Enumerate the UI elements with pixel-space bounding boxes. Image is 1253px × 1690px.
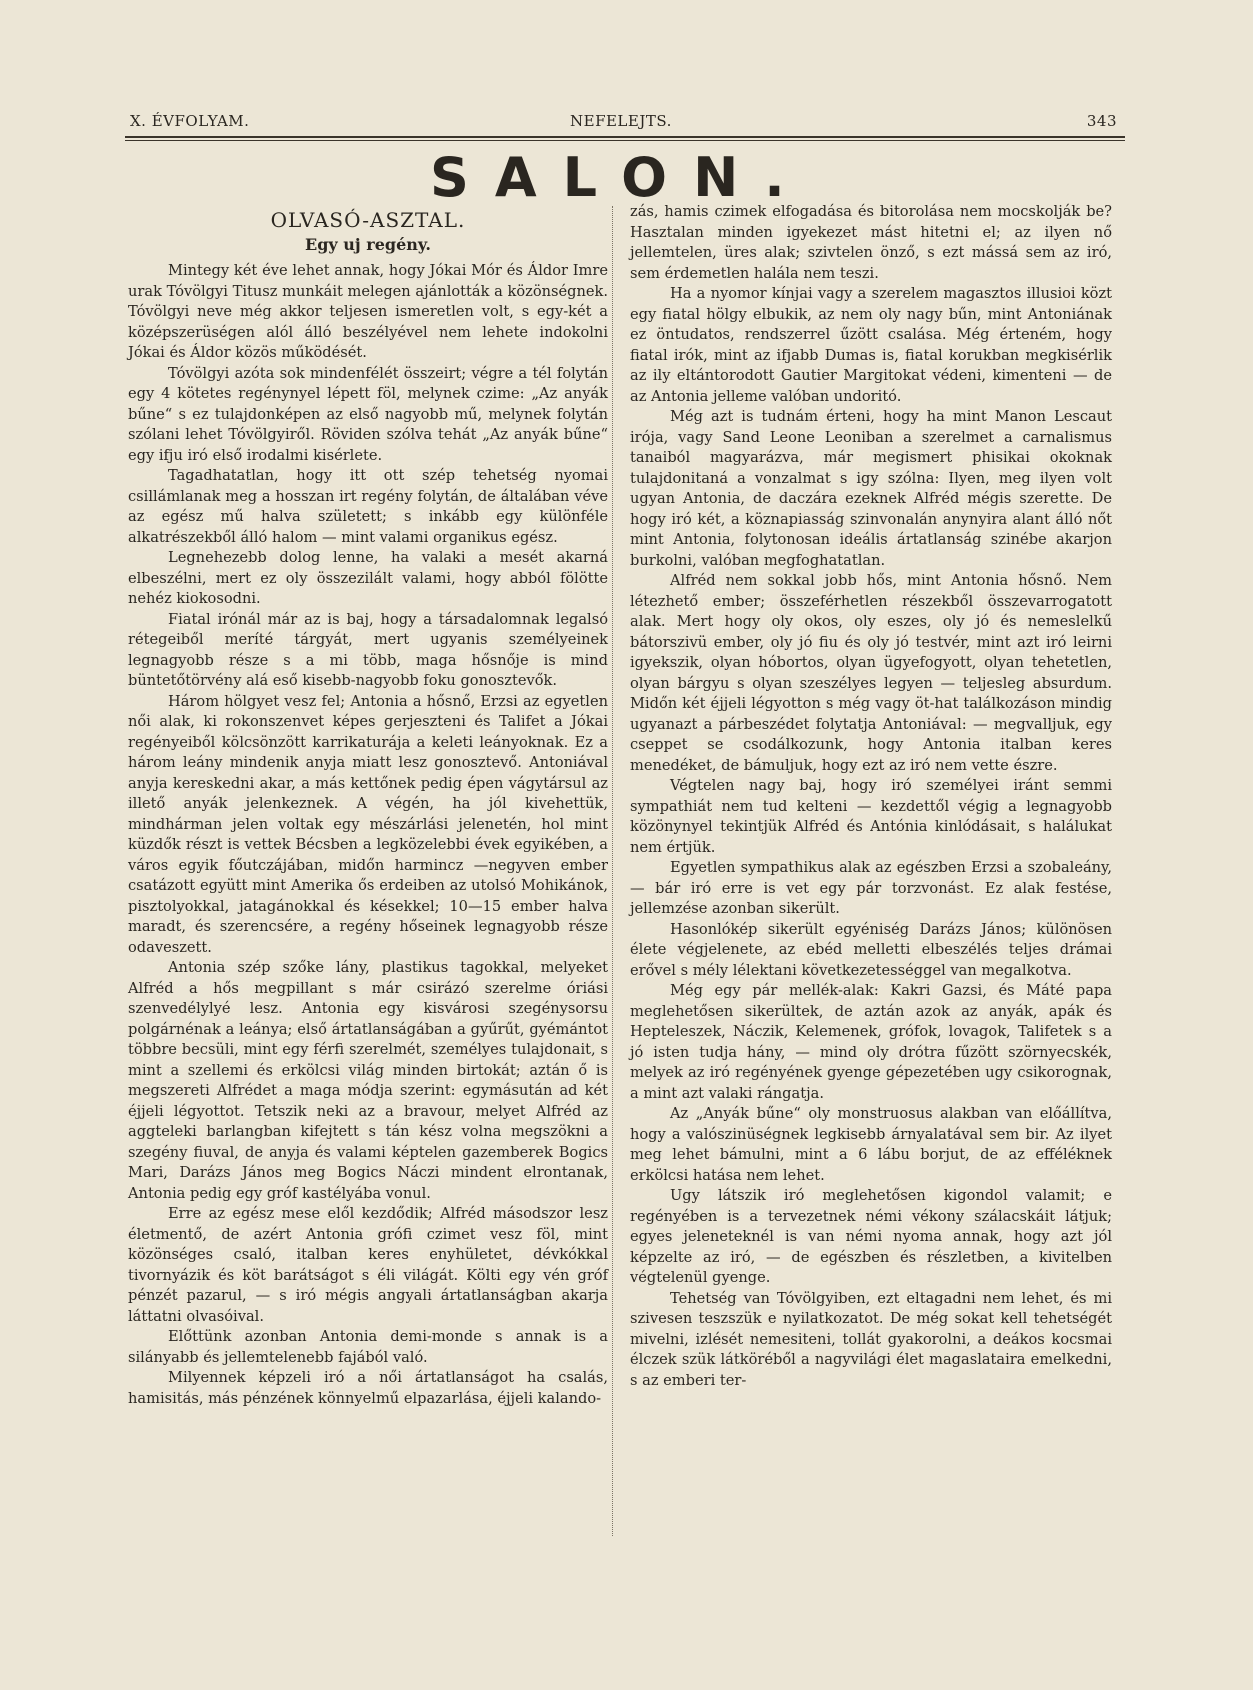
header-rule-thin	[125, 140, 1125, 141]
paragraph: Tehetség van Tóvölgyiben, ezt eltagadni nem lehet, és mi szivesen teszszük e nyilatkozatot. De még sokat kell tehetségét mivelni, izlését nemesiteni, tollát gyakorolni, a deákos kocsmai élczek szük látköréből a nagyvilági élet magaslataira emelkedni, s az emberi ter-	[630, 1289, 1112, 1389]
publication-name: NEFELEJTS.	[570, 112, 672, 130]
paragraph: Végtelen nagy baj, hogy iró személyei iránt semmi sympathiát nem tud kelteni — kezdettől végig a legnagyobb közönynyel tekintjük Alfréd és Antónia kinlódásait, s halálukat nem értjük.	[630, 777, 1112, 856]
paragraph: Milyennek képzeli iró a női ártatlanságot ha csalás, hamisitás, más pénzének könnyelmű elpazarlása, éjjeli kalando-	[128, 1369, 608, 1407]
header-rule-thick	[125, 136, 1125, 138]
running-head	[125, 112, 1125, 136]
right-column	[630, 202, 1112, 1391]
left-column	[128, 206, 608, 1409]
paragraph: Még azt is tudnám érteni, hogy ha mint Manon Lescaut irója, vagy Sand Leone Leoniban a szerelmet a carnalismus tanaiból magyarázva, már megismert phisikai okoknak tulajdonitaná a vonzalmat s igy szólna: Ilyen, meg ilyen volt ugyan Antonia, de daczára ezeknek Alfréd mégis szerette. De hogy iró két, a köznapiasság szinvonalán anynyira alant álló nőt mint Antonia, folytonosan ideális ártatlanság szinébe akarjon burkolni, valóban megfoghatatlan.	[630, 408, 1112, 569]
paragraph: Tóvölgyi azóta sok mindenfélét összeirt; végre a tél folytán egy 4 kötetes regénynyel lépett föl, melynek czime: „Az anyák bűne“ s ez tulajdonképen az első nagyobb mű, melynek folytán szólani lehet Tóvölgyiről. Röviden szólva tehát „Az anyák bűne“ egy ifju iró első irodalmi kisérlete.	[128, 364, 608, 464]
paragraph: Ugy látszik iró meglehetősen kigondol valamit; e regényében is a tervezetnek némi vékony szálacskáit látjuk; egyes jeleneteknél is van némi nyoma annak, hogy azt jól képzelte az iró, — de egészben és részletben, a kivitelben végtelenül gyenge.	[630, 1187, 1112, 1286]
section-title: SALON.	[430, 146, 811, 209]
paragraph: Alfréd nem sokkal jobb hős, mint Antonia hősnő. Nem létezhető ember; összeférhetlen részekből összevarrogatott alak. Mert hogy oly okos, oly eszes, oly jó és nemeslelkű bátorszivü ember, oly jó fiu és oly jó testvér, mint azt iró leirni igyekszik, olyan hóbortos, olyan ügyefogyott, olyan tehetetlen, olyan bárgyu s olyan szeszélyes legyen — teljesleg absurdum. Midőn két éjjeli légyotton s még vagy öt-hat találkozáson mindig ugyanazt a párbeszédet folytatja Antoniával: — megvalljuk, egy cseppet se csodálkozunk, hogy Antonia italban keres menedéket, de bámuljuk, hogy ezt az iró nem vette észre.	[630, 572, 1112, 774]
paragraph: Ha a nyomor kínjai vagy a szerelem magasztos illusioi közt egy fiatal hölgy elbukik, az nem oly nagy bűn, mint Antoniának ez öntudatos, rendszerrel űzött csalása. Még érteném, hogy fiatal irók, mint az ifjabb Dumas is, fiatal korukban megkisérlik az ily eltántorodott Gautier Margitokat védeni, kimenteni — de az Antonia jelleme valóban undoritó.	[630, 285, 1112, 405]
paragraph: Tagadhatatlan, hogy itt ott szép tehetség nyomai csillámlanak meg a hosszan irt regény folytán, de általában véve az egész mű halva született; s inkább egy különféle alkatrészekből álló halom — mint valami organikus egész.	[128, 467, 608, 546]
column-divider	[612, 206, 617, 1536]
volume-label: X. ÉVFOLYAM.	[130, 112, 250, 130]
article-subheading: Egy uj regény.	[305, 234, 431, 254]
paragraph: Előttünk azonban Antonia demi-monde s annak is a silányabb és jellemtelenebb fajából való.	[128, 1328, 608, 1366]
paragraph: Mintegy két éve lehet annak, hogy Jókai Mór és Áldor Imre urak Tóvölgyi Titusz munkáit melegen ajánlották a közönségnek. Tóvölgyi neve még akkor teljesen ismeretlen volt, s egy-két a középszerüségen alól álló beszélyével nem lehete indokolni Jókai és Áldor közös működését.	[128, 262, 608, 361]
page-number: 343	[1086, 112, 1117, 130]
paragraph: zás, hamis czimek elfogadása és bitorolása nem mocskolják be? Hasztalan minden igyekezet mást hitetni el; az ilyen nő jellemtelen, üres alak; szivtelen önző, s ezt mássá sem az iró, sem érdemetlen halála nem teszi.	[630, 203, 1112, 282]
paragraph: Egyetlen sympathikus alak az egészben Erzsi a szobaleány, — bár iró erre is vet egy pár torzvonást. Ez alak festése, jellemzése azonban sikerült.	[630, 859, 1112, 917]
paragraph: Az „Anyák bűne“ oly monstruosus alakban van előállítva, hogy a valószinüségnek legkisebb árnyalatával sem bir. Az ilyet meg lehet bámulni, mint a 6 lábu borjut, de az efféléknek erkölcsi hatása nem lehet.	[630, 1105, 1112, 1184]
paragraph: Legnehezebb dolog lenne, ha valaki a mesét akarná elbeszélni, mert ez oly összezilált valami, hogy abból fölötte nehéz kiokosodni.	[128, 549, 608, 607]
paragraph: Hasonlókép sikerült egyéniség Darázs János; különösen élete végjelenete, az ebéd melletti elbeszélés teljes drámai erővel s mély lélektani következetességgel van megalkotva.	[630, 920, 1112, 979]
paragraph: Erre az egész mese elől kezdődik; Alfréd másodszor lesz életmentő, de azért Antonia grófi czimet vesz föl, mint közönséges csaló, italban keres enyhületet, dévkókkal tivornyázik és köt barátságot s éli világát. Költi egy vén gróf pénzét pazarul, — s iró mégis angyali ártatlanságban akarja láttatni olvasóival.	[128, 1205, 608, 1325]
paragraph: Fiatal irónál már az is baj, hogy a társadalomnak legalsó rétegeiből meríté tárgyát, mert ugyanis személyeinek legnagyobb része s a mi több, maga hősnője is mind büntetőtörvény alá eső kisebb-nagyobb foku gonosztevők.	[128, 610, 608, 689]
paragraph: Három hölgyet vesz fel; Antonia a hősnő, Erzsi az egyetlen női alak, ki rokonszenvet képes gerjeszteni és Talifet a Jókai regényeiből kölcsönzött karrikaturája a keleti leányoknak. Ez a három leány mindenik anyja miatt lesz gonosztevő. Antoniával anyja kereskedni akar, a más kettőnek pedig épen vágytársul az illető anyák jelenkeznek. A végén, ha jól kivehettük, mindhárman jelen voltak egy mészárlási jelenetén, hol mint küzdők részt is vettek Bécsben a legközelebbi évek egyikében, a város egyik főutczájában, midőn harmincz —negyven ember csatázott együtt mint Amerika ős erdeiben az utolsó Mohikánok, pisztolyokkal, jatagánokkal és késekkel; 10—15 ember halva maradt, és szerencsére, a regény hőseinek legnagyobb része odaveszett.	[128, 692, 608, 956]
paragraph: Még egy pár mellék-alak: Kakri Gazsi, és Máté papa meglehetősen sikerültek, de aztán azok az anyák, apák és Hepteleszek, Náczik, Kelemenek, grófok, lovagok, Talifetek s a jó isten tudja hány, — mind oly drótra fűzött szörnyecskék, melyek az iró regényének gyenge gépezetében ugy csikorognak, a mint azt valaki rángatja.	[630, 982, 1112, 1102]
paragraph: Antonia szép szőke lány, plastikus tagokkal, melyeket Alfréd a hős megpillant s már csirázó szerelme óriási szenvedélylyé lesz. Antonia egy kisvárosi szegénysorsu polgárnénak a leánya; első ártatlanságában a gyűrűt, gyémántot többre becsüli, mint egy férfi szerelmét, személyes tulajdonait, s mint a szellemi és erkölcsi világ minden birtokát; aztán ő is megszereti Alfrédet a maga módja szerint: egymásután ad két éjjeli légyottot. Tetszik neki az a bravour, melyet Alfréd az aggteleki barlangban kifejtett s tán kész volna megszökni a szegény fiuval, de anyja és valami képtelen gazemberek Bogics Mari, Darázs János meg Bogics Náczi mindent elrontanak, Antonia pedig egy gróf kastélyába vonul.	[128, 959, 608, 1202]
article-heading: OLVASÓ-ASZTAL.	[270, 208, 466, 232]
